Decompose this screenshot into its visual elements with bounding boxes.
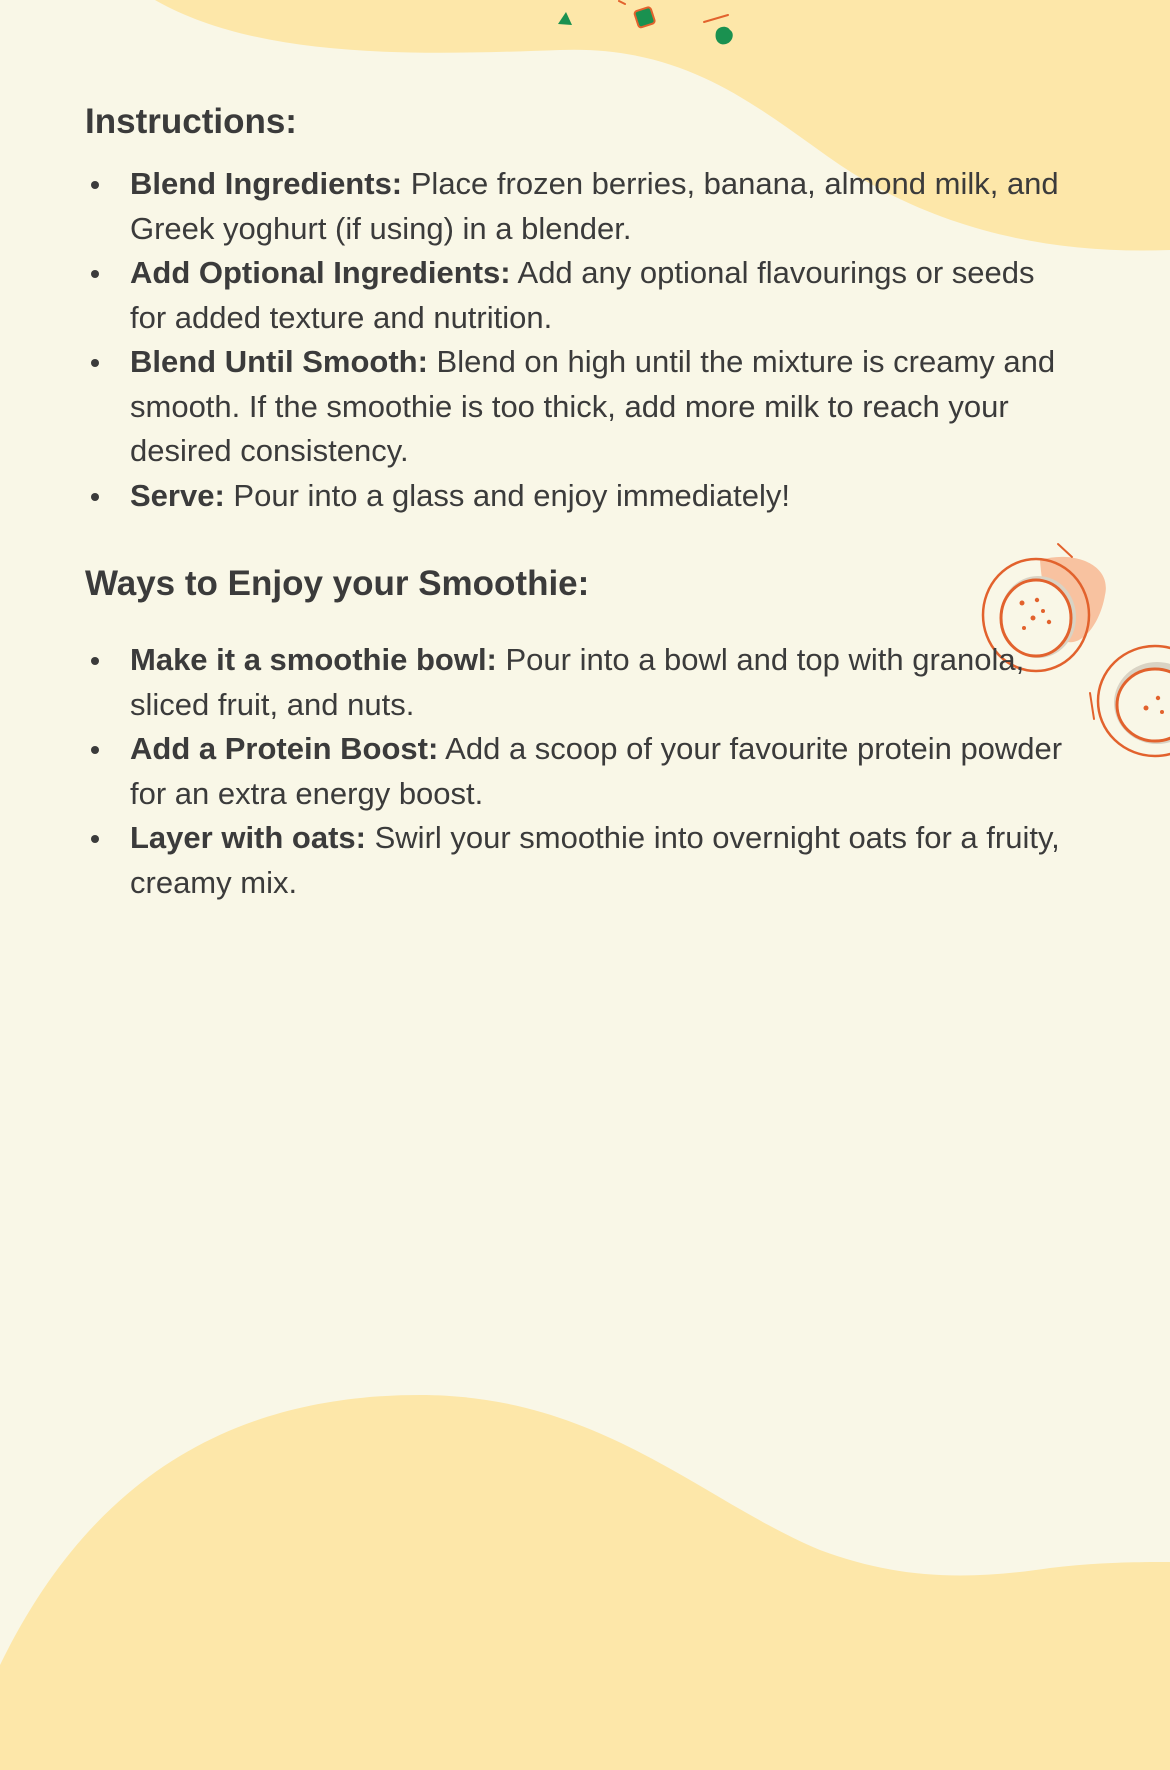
list-item [85,251,1070,340]
item-label: Serve: [130,477,225,513]
list-item [85,638,1070,727]
list-item [85,162,1070,251]
list-item [85,340,1070,474]
item-text: Add any optional flavourings or seeds for added texture and nutrition. [130,255,1035,335]
item-label: Make it a smoothie bowl: [130,642,497,677]
item-text: Pour into a glass and enjoy immediately! [224,477,790,513]
list-item [85,474,1070,519]
list-item [85,816,1070,905]
bottom-wave-shape [0,1395,1170,1770]
item-label: Add Optional Ingredients: [130,255,511,290]
enjoy-heading: Ways to Enjoy your Smoothie: [85,564,590,603]
enjoy-list [85,638,1070,905]
item-text: Swirl your smoothie into overnight oats for a fruity, creamy mix. [130,820,1060,900]
instructions-list [85,162,1070,518]
list-item [85,727,1070,816]
item-text: Pour into a bowl and top with granola, sliced fruit, and nuts. [130,642,1025,722]
item-label: Layer with oats: [130,820,366,855]
item-label: Blend Ingredients: [130,166,403,201]
item-text: Place frozen berries, banana, almond milk, and Greek yoghurt (if using) in a blender. [130,166,1059,246]
item-text: Add a scoop of your favourite protein powder for an extra energy boost. [130,731,1063,811]
item-label: Blend Until Smooth: [130,344,428,379]
item-text: Blend on high until the mixture is creamy and smooth. If the smoothie is too thick, add more milk to reach your desired consistency. [130,344,1056,468]
item-label: Add a Protein Boost: [130,731,439,766]
instructions-heading: Instructions: [85,102,297,141]
fruit-slice-icon [1090,646,1170,756]
